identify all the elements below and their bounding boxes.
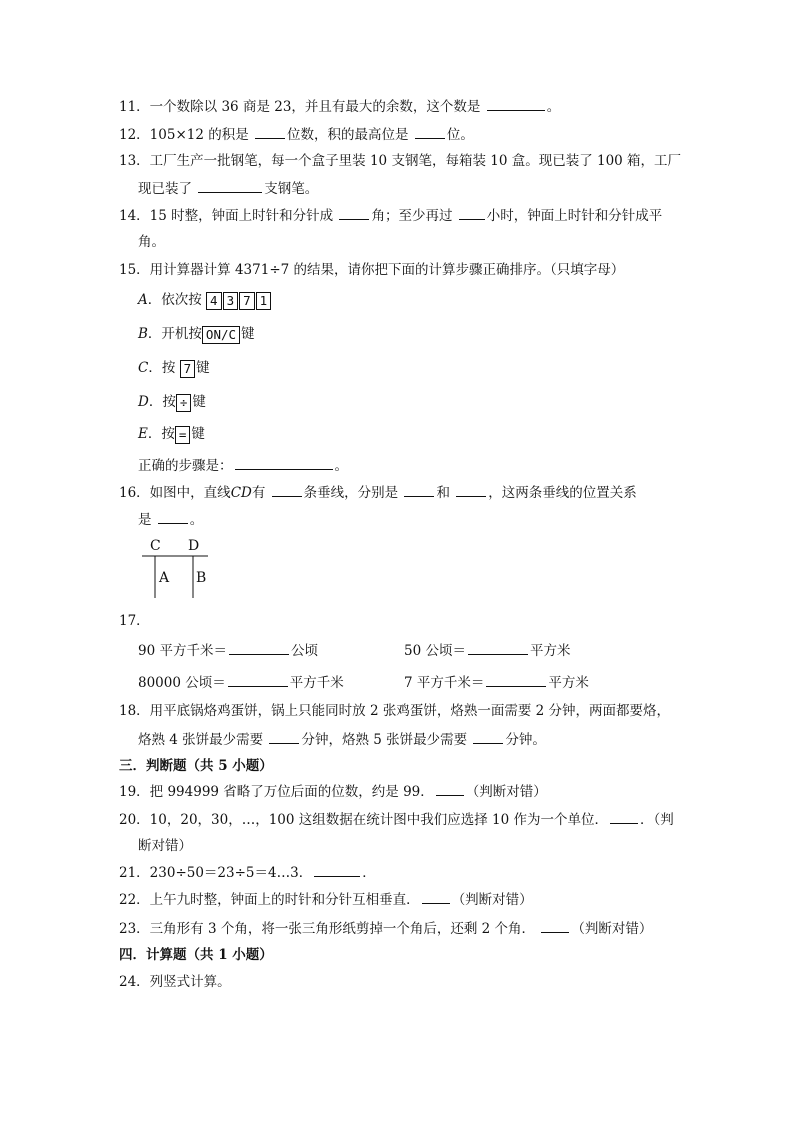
q16-text-line2: 是 [138,512,152,528]
q15-option-b [138,324,255,344]
label-c: C [150,538,161,554]
section-judgement-heading: 三．判断题（共 5 小题） [119,758,273,774]
q15-answer-end: 。 [334,458,348,474]
q17-row2-col2 [404,672,589,693]
section-calculation-heading: 四．计算题（共 1 小题） [119,947,273,963]
q17-blank-4[interactable] [486,672,546,687]
q17-blank-2[interactable] [468,640,528,655]
option-suffix: 键 [196,360,210,376]
q20-text: 20．10，20，30，…，100 这组数据在统计图中我们应选择 10 作为一个单位． [119,812,609,828]
q13-text-end: 支钢笔。 [264,181,319,197]
q19-blank[interactable] [436,781,464,796]
q14-blank-1[interactable] [339,205,369,220]
q13-blank[interactable] [198,178,262,193]
q18-text-end: 分钟。 [505,732,546,748]
q22-text-end: （判断对错） [451,892,533,908]
q11-answer-blank[interactable] [487,96,545,111]
q17-row1-col1 [138,640,318,661]
q14-blank-2[interactable] [459,205,485,220]
option-letter: E [138,426,148,442]
calculator-key-7: 7 [239,292,255,310]
question-12 [119,124,474,145]
question-13: 13．工厂生产一批钢笔，每一个盒子里装 10 支钢笔，每箱装 10 盒。现已装了 100 箱，工厂 [119,153,682,169]
q15-answer-line [138,455,348,476]
q17-unit: 公顷 [290,643,318,659]
q19-text: 19．把 994999 省略了万位后面的位数，约是 99． [119,784,434,800]
option-text: ．按 [148,394,176,410]
question-16-line2 [138,509,203,530]
q23-text-end: （判断对错） [571,921,653,937]
question-14-line2: 角。 [138,234,165,250]
question-19 [119,781,547,802]
question-18: 18．用平底锅烙鸡蛋饼，锅上只能同时放 2 张鸡蛋饼，烙熟一面需要 2 分钟，两面都要烙， [119,703,671,719]
q16-text-end: 。 [189,512,204,528]
q16-text: 16．如图中，直线 [119,485,231,501]
q17-text: 50 公顷＝ [404,643,466,659]
option-text: ．按 [148,360,176,376]
question-15: 15．用计算器计算 4371÷7 的结果，请你把下面的计算步骤正确排序。（只填字母） [119,262,625,278]
calculator-key-3: 3 [223,292,239,310]
q20-text-end: ．（判 [640,812,674,828]
option-suffix: 键 [192,394,206,410]
q17-blank-3[interactable] [228,672,288,687]
q15-option-c [138,358,210,378]
option-text: ．依次按 [147,292,202,308]
question-18-line2 [138,729,546,750]
q17-unit: 平方米 [529,643,571,659]
option-letter: D [138,394,149,410]
q23-blank[interactable] [541,918,569,933]
q14-text: 14．15 时整，钟面上时针和分针成 [119,208,334,224]
option-text: ．按 [147,426,175,442]
option-letter: C [138,360,149,376]
q22-blank[interactable] [422,889,450,904]
q17-blank-1[interactable] [229,640,289,655]
question-24: 24．列竖式计算。 [119,974,231,990]
q16-text-c: 和 [436,485,450,501]
option-letter: A [138,292,148,308]
q21-blank[interactable] [314,862,360,877]
calculator-key-equals: = [175,426,191,444]
question-22 [119,889,533,910]
q15-answer-blank[interactable] [235,455,333,470]
q15-option-e [138,424,205,444]
q16-line-cd: CD [230,485,252,501]
perpendicular-lines-figure [138,534,218,602]
question-11 [119,96,560,117]
q19-text-end: （判断对错） [465,784,547,800]
calculator-key-divide: ÷ [176,394,192,412]
option-text: ．开机按 [147,326,202,342]
question-13-line2 [138,178,318,199]
question-17: 17． [119,613,150,629]
question-23 [119,918,652,939]
q17-row1-col2 [404,640,570,661]
label-d: D [188,538,200,554]
q12-blank-1[interactable] [255,124,285,139]
q15-option-a [138,290,272,310]
q11-end: 。 [546,99,561,115]
label-a: A [159,570,170,586]
q20-blank[interactable] [610,809,638,824]
q16-text-d: ，这两条垂线的位置关系 [488,485,637,501]
q16-blank-4[interactable] [158,509,188,524]
question-16 [119,482,637,503]
question-20-line2: 断对错） [138,838,192,854]
calculator-key-onc: ON/C [202,326,240,344]
q16-blank-3[interactable] [456,482,486,497]
option-suffix: 键 [191,426,205,442]
option-suffix: 键 [241,326,255,342]
q17-text: 7 平方千米＝ [404,675,485,691]
calculator-key-1: 1 [256,292,272,310]
q17-row2-col1 [138,672,344,693]
q16-text-b: 条垂线，分别是 [303,485,399,501]
q17-unit: 平方千米 [289,675,344,691]
q14-text-end: 小时，钟面上时针和分针成平 [486,208,663,224]
q17-text: 90 平方千米＝ [138,643,227,659]
q12-text-mid: 位数，积的最高位是 [287,127,409,143]
q15-answer-label: 正确的步骤是： [138,458,233,474]
q16-blank-2[interactable] [404,482,434,497]
q17-unit: 平方米 [548,675,589,691]
question-21 [119,862,376,883]
q12-text-end: 位。 [446,127,474,143]
q11-text: 11．一个数除以 36 商是 23，并且有最大的余数，这个数是 [119,99,481,115]
calculator-key-4: 4 [206,292,222,310]
q12-blank-2[interactable] [415,124,445,139]
q18-blank-2[interactable] [473,729,503,744]
q22-text: 22．上午九时整，钟面上的时针和分针互相垂直． [119,892,420,908]
question-20 [119,809,674,830]
q14-text-mid: 角；至少再过 [371,208,453,224]
q18-blank-1[interactable] [269,729,299,744]
q18-text-mid: 分钟，烙熟 5 张饼最少需要 [301,732,468,748]
option-letter: B [138,326,148,342]
calculator-key-7: 7 [180,360,196,378]
q16-blank-1[interactable] [272,482,302,497]
q13-text: 现已装了 [138,181,192,197]
q12-text: 12．105×12 的积是 [119,127,249,143]
q21-text: 21．230÷50＝23÷5＝4…3． [119,865,313,881]
question-14 [119,205,662,226]
q15-option-d [138,392,206,412]
q23-text: 23．三角形有 3 个角，将一张三角形纸剪掉一个角后，还剩 2 个角． [119,921,536,937]
q17-text: 80000 公顷＝ [138,675,226,691]
q21-text-end: ． [362,865,376,881]
q16-text-a: 有 [251,485,266,501]
q18-text: 烙熟 4 张饼最少需要 [138,732,264,748]
label-b: B [196,570,207,586]
